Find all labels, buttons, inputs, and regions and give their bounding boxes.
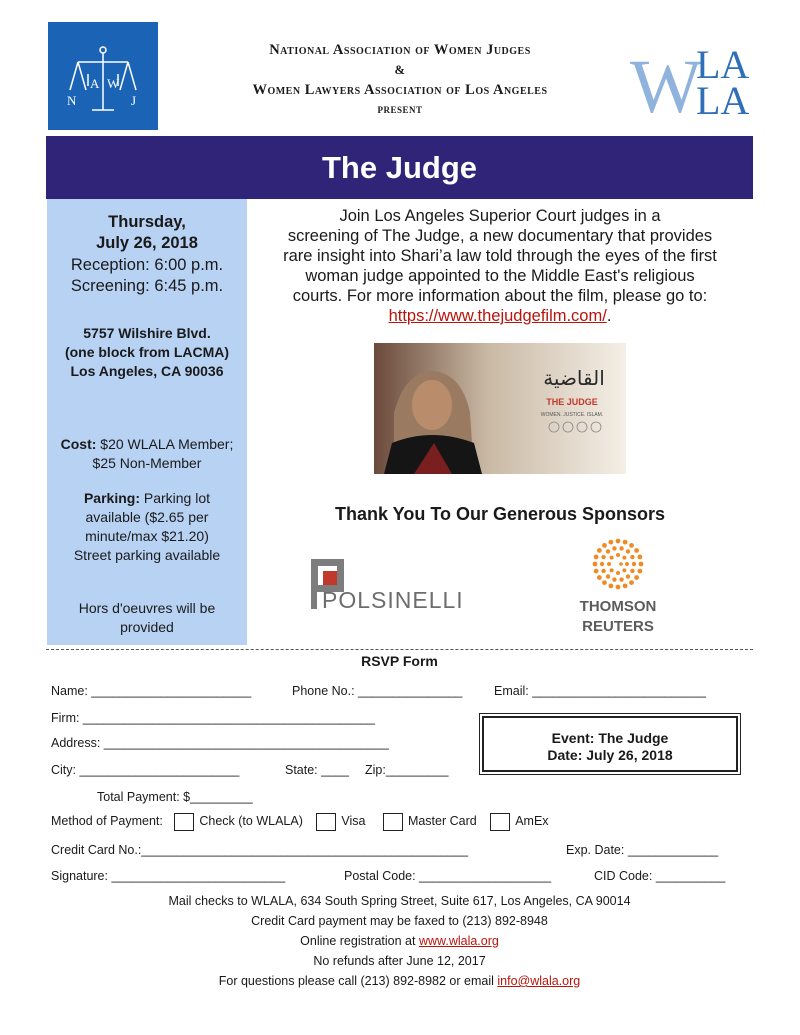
intro-line-1: Join Los Angeles Superior Court judges in a <box>339 207 661 225</box>
thomson-dot <box>594 554 599 559</box>
thomson-dot <box>610 556 614 560</box>
film-arabic-title: القاضية <box>543 366 605 390</box>
thomson-dot <box>610 568 614 572</box>
check-checkbox[interactable] <box>174 813 194 831</box>
film-tagline: WOMEN. JUSTICE. ISLAM. <box>540 412 604 418</box>
intro-line-5: courts. For more information about the film, please go to: <box>292 287 708 305</box>
parking-value: Parking lot <box>139 490 211 506</box>
parking-line <box>47 489 247 508</box>
parking-line-3: minute/max $21.20) <box>85 528 209 544</box>
exp-date-field[interactable]: Exp. Date: _____________ <box>566 843 719 857</box>
polsinelli-wordmark: POLSINELLI <box>322 587 464 612</box>
nawj-logo <box>48 22 158 130</box>
name-field[interactable]: Name: _______________________ <box>51 684 252 698</box>
address-field[interactable]: Address: _________________________________________ <box>51 736 389 750</box>
email-link[interactable]: info@wlala.org <box>497 974 581 988</box>
present-label: present <box>377 101 423 116</box>
refund-note: No refunds after June 12, 2017 <box>313 954 486 968</box>
nawj-letter-j: J <box>131 93 137 108</box>
thomson-dot <box>629 543 634 548</box>
thomson-dot <box>601 555 605 559</box>
wlala-letters-la-bottom: LA <box>696 78 750 120</box>
email-field[interactable]: Email: _________________________ <box>494 684 706 698</box>
cost-label: Cost: <box>60 436 97 452</box>
event-name: Event: The Judge <box>551 730 669 746</box>
thomson-dot <box>607 562 611 566</box>
thomson-dot <box>629 580 634 585</box>
thomson-dot <box>602 543 607 548</box>
parking-label: Parking: <box>83 490 140 506</box>
thomson-dot <box>608 540 613 545</box>
thomson-dot <box>616 539 621 544</box>
title-banner: The Judge <box>46 136 753 199</box>
thomson-dot <box>625 562 629 566</box>
thomson-dot <box>637 569 642 574</box>
event-box-date: Date: July 26, 2018 <box>547 747 673 763</box>
reuters-wordmark: REUTERS <box>582 618 654 635</box>
cost-value: $20 WLALA Member; <box>96 436 234 452</box>
thomson-dot <box>634 575 639 580</box>
thomson-dot <box>639 562 644 567</box>
thomson-dot <box>626 549 630 553</box>
thomson-dot <box>616 585 621 590</box>
thomson-dot <box>597 548 602 553</box>
address-line-1: 5757 Wilshire Blvd. <box>83 325 211 341</box>
online-prefix: Online registration at <box>300 934 419 948</box>
thomson-dot <box>623 540 628 545</box>
event-info-box <box>482 716 738 772</box>
signature-field[interactable]: Signature: _________________________ <box>51 869 286 883</box>
address-line-3: Los Angeles, CA 90036 <box>70 363 224 379</box>
thomson-dot <box>593 562 598 567</box>
firm-field[interactable]: Firm: __________________________________________ <box>51 711 375 725</box>
amex-checkbox[interactable] <box>490 813 510 831</box>
parking-line-2: available ($2.65 per <box>85 509 209 525</box>
event-date: July 26, 2018 <box>96 234 198 252</box>
online-registration-note <box>46 931 753 951</box>
check-label: Check (to WLALA) <box>199 814 303 828</box>
intro-line-3: rare insight into Shari’a law told through the eyes of the first <box>283 247 717 265</box>
zip-field[interactable]: Zip:_________ <box>365 763 449 777</box>
thomson-dot <box>619 562 623 566</box>
intro-paragraph <box>258 206 742 326</box>
thomson-dot <box>601 569 605 573</box>
thomson-dot <box>619 577 623 581</box>
wlala-letter-w: W <box>630 45 702 120</box>
film-poster-image <box>374 343 626 474</box>
hors-doeuvres-line-1: Hors d'oeuvres will be <box>78 600 216 616</box>
mail-checks-note: Mail checks to WLALA, 634 South Spring Street, Suite 617, Los Angeles, CA 90014 <box>168 894 631 908</box>
thomson-dot <box>619 546 623 550</box>
postal-code-field[interactable]: Postal Code: ___________________ <box>344 869 552 883</box>
rsvp-form-title: RSVP Form <box>361 653 438 669</box>
link-period: . <box>606 307 612 325</box>
ampersand: & <box>394 63 406 77</box>
amex-label: AmEx <box>515 814 549 828</box>
visa-checkbox[interactable] <box>316 813 336 831</box>
org-nawj: National Association of Women Judges <box>269 42 531 58</box>
cost-line <box>47 435 247 454</box>
parking-line-4: Street parking available <box>73 547 221 563</box>
payment-method-label: Method of Payment: <box>51 814 163 828</box>
thomson-dot <box>622 568 626 572</box>
thomson-dot <box>626 574 630 578</box>
total-payment-field[interactable]: Total Payment: $_________ <box>97 790 253 804</box>
scales-of-justice-icon <box>48 22 158 130</box>
mastercard-label: Master Card <box>407 814 477 828</box>
thomson-dot <box>632 562 636 566</box>
address-line-2: (one block from LACMA) <box>64 344 230 360</box>
thomson-dot <box>602 580 607 585</box>
thomson-dot <box>594 569 599 574</box>
event-day: Thursday, <box>108 213 186 231</box>
thomson-dot <box>606 549 610 553</box>
intro-line-4: woman judge appointed to the Middle East's religious <box>305 267 695 285</box>
cost-line-2: $25 Non-Member <box>92 455 202 471</box>
wlala-logo <box>630 40 755 120</box>
polsinelli-logo <box>310 558 492 612</box>
screening-time: Screening: 6:45 p.m. <box>70 277 224 295</box>
hors-doeuvres-line-2: provided <box>120 619 174 635</box>
thomson-dot <box>600 562 604 566</box>
phone-field[interactable]: Phone No.: _______________ <box>292 684 463 698</box>
nawj-letter-a: A <box>90 76 100 91</box>
thomson-dot <box>608 583 613 588</box>
thomson-reuters-logo <box>568 537 668 637</box>
wlala-website-link[interactable]: www.wlala.org <box>418 934 499 948</box>
thomson-dot <box>637 554 642 559</box>
wlala-letters-la-top: LA <box>696 42 750 87</box>
thomson-dot <box>612 577 616 581</box>
questions-prefix: For questions please call (213) 892-8982 or email <box>218 974 498 988</box>
cut-line-divider <box>46 649 753 650</box>
nawj-letter-n: N <box>67 93 77 108</box>
reception-time: Reception: 6:00 p.m. <box>70 256 224 274</box>
intro-line-2: screening of The Judge, a new documentary that provides <box>287 227 713 245</box>
visa-label: Visa <box>341 814 366 828</box>
thomson-dot <box>616 553 620 557</box>
thomson-wordmark: THOMSON <box>579 598 657 615</box>
thomson-dot <box>634 548 639 553</box>
fax-note: Credit Card payment may be faxed to (213) 892-8948 <box>251 914 548 928</box>
thomson-dot <box>612 546 616 550</box>
sponsors-heading: Thank You To Our Generous Sponsors <box>334 504 666 524</box>
org-wlala: Women Lawyers Association of Los Angeles <box>252 82 548 98</box>
thomson-dot <box>616 571 620 575</box>
thomson-dot <box>606 574 610 578</box>
thomson-dot <box>630 555 634 559</box>
nawj-letter-w: W <box>107 76 120 91</box>
thomson-dot <box>597 575 602 580</box>
questions-note <box>46 971 753 991</box>
thomson-dot <box>630 569 634 573</box>
state-field[interactable]: State: ____ <box>285 763 349 777</box>
credit-card-field[interactable]: Credit Card No.:_______________________________________________ <box>51 843 469 857</box>
film-poster-title: THE JUDGE <box>546 397 598 407</box>
thomson-dot <box>623 583 628 588</box>
cid-code-field[interactable]: CID Code: __________ <box>594 869 726 883</box>
event-details-sidebar <box>47 199 247 645</box>
city-field[interactable]: City: _______________________ <box>51 763 240 777</box>
payment-method-row <box>51 811 549 831</box>
film-website-link[interactable]: https://www.thejudgefilm.com/ <box>388 307 607 325</box>
thomson-dot <box>622 556 626 560</box>
mastercard-checkbox[interactable] <box>383 813 403 831</box>
